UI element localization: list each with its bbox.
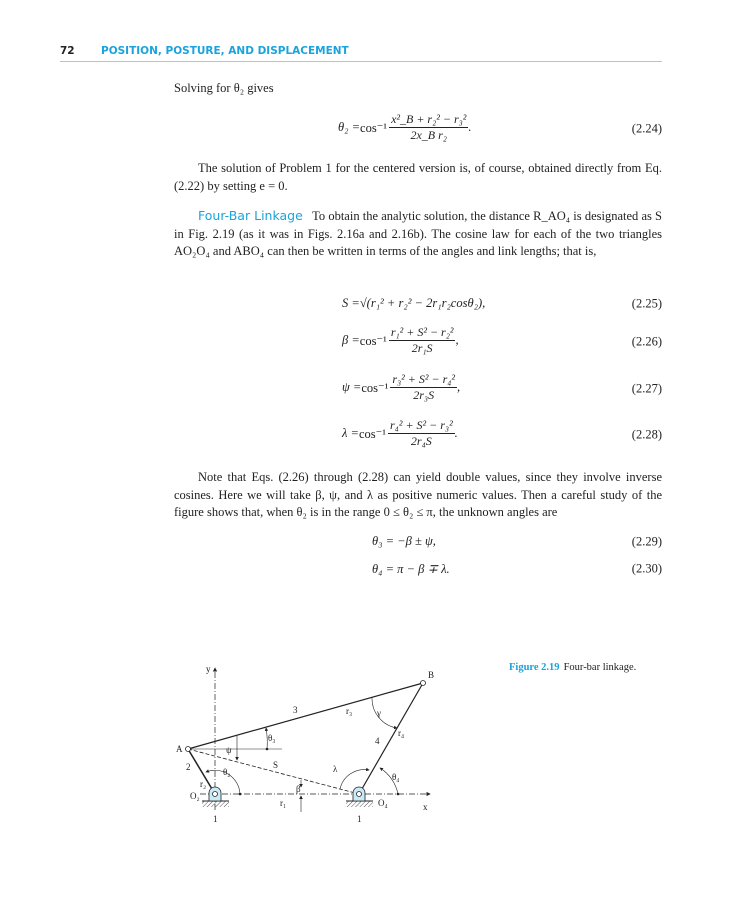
equation-2-30 (300, 559, 662, 579)
link-4 (359, 683, 423, 794)
page-number: 72 (60, 45, 75, 57)
eq-cos: cos⁻¹ (359, 333, 387, 348)
equation-number: (2.25) (631, 296, 662, 311)
equation-number: (2.27) (631, 381, 662, 396)
paragraph: Note that Eqs. (2.26) through (2.28) can yield double values, since they involve inverse cosines. Here we will take β, ψ, and λ as positive numeric values. Then a careful study of the figure shows that, when θ₂ is in the range 0 ≤ θ₂ ≤ π, the unknown angles are (174, 470, 662, 519)
equation-2-24 (300, 112, 662, 146)
joint-b (421, 681, 426, 686)
eq-numerator: r₃² + S² − r₄² (392, 372, 456, 386)
label-s: S (273, 760, 279, 770)
ground-pivot-o2 (202, 787, 229, 807)
label-b: B (428, 670, 435, 680)
eq-lhs: β = (342, 333, 360, 347)
eq-cos: cos⁻¹ (358, 426, 386, 441)
label-lambda: λ (333, 764, 338, 774)
label-y: y (206, 664, 211, 674)
equation-2-25 (300, 287, 662, 321)
ground-pivot-o4 (346, 787, 373, 807)
label-link-4: 4 (375, 736, 380, 746)
figure-caption-text: Four-bar linkage. (563, 662, 637, 673)
label-theta3: θ₃ (268, 733, 276, 743)
equation-number: (2.30) (631, 561, 662, 576)
paragraph: Solving for θ₂ gives (174, 81, 274, 95)
section-heading: Four-Bar Linkage (198, 208, 303, 223)
label-x: x (423, 802, 428, 812)
eq-cos: cos⁻¹ (360, 120, 388, 135)
label-link-2: 2 (186, 762, 191, 772)
header-rule (60, 61, 662, 62)
label-theta2: θ₂ (223, 767, 231, 777)
label-r2: r₂ (200, 779, 207, 789)
eq-punct: . (468, 120, 472, 134)
four-bar-linkage-figure (160, 650, 460, 830)
eq-numerator: x²_B + r₂² − r₃² (391, 112, 467, 126)
label-o2: O₂ (190, 791, 200, 801)
eq-denominator: 2r₁S (411, 341, 433, 355)
eq-body: θ₄ = π − β ∓ λ. (372, 562, 450, 576)
label-r3: r₃ (346, 706, 353, 716)
eq-punct: , (455, 333, 459, 347)
label-link-3: 3 (293, 705, 298, 715)
equation-number: (2.26) (631, 334, 662, 349)
label-beta: β (296, 784, 301, 794)
eq-lhs: S = (342, 296, 360, 310)
equation-2-26 (300, 325, 662, 359)
eq-denominator: 2r₃S (413, 388, 435, 402)
label-theta4: θ₄ (392, 772, 400, 782)
eq-lhs: θ₂ = (338, 120, 361, 134)
label-gamma: γ (377, 708, 381, 718)
eq-lhs: λ = (342, 426, 359, 440)
label-o4: O₄ (378, 798, 388, 808)
label-a: A (176, 744, 183, 754)
running-title: POSITION, POSTURE, AND DISPLACEMENT (101, 45, 349, 57)
equation-number: (2.24) (631, 121, 662, 136)
eq-body: θ₃ = −β ± ψ, (372, 534, 436, 548)
joint-a (186, 747, 191, 752)
link-3 (188, 683, 423, 749)
figure-caption (509, 662, 636, 673)
label-r4: r₄ (398, 728, 405, 738)
eq-numerator: r₁² + S² − r₂² (390, 325, 454, 339)
paragraph-four-bar (174, 207, 662, 261)
figure-label: Figure 2.19 (509, 662, 560, 673)
eq-denominator: 2r₄S (410, 434, 432, 448)
paragraph-text: To obtain the analytic solution, the distance R_AO₄ is designated as S in Fig. 2.19 (as it was in Figs. 2.16a and 2.16b). The cosine law for each of the two triangles AO₂O₄ and ABO₄ can then be written in terms of the angles and link lengths; that is, (174, 209, 662, 258)
eq-denominator: 2x_B r₂ (410, 128, 447, 142)
eq-lhs: ψ = (342, 380, 362, 394)
eq-numerator: r₄² + S² − r₃² (390, 418, 453, 432)
label-ground-1: 1 (213, 814, 218, 824)
equation-2-28 (300, 418, 662, 452)
eq-punct: . (454, 426, 458, 440)
equation-number: (2.29) (631, 534, 662, 549)
eq-body: √(r₁² + r₂² − 2r₁r₂cosθ₂), (359, 296, 486, 310)
equation-2-27 (300, 372, 662, 406)
eq-punct: , (457, 380, 461, 394)
equation-number: (2.28) (631, 427, 662, 442)
paragraph: The solution of Problem 1 for the centered version is, of course, obtained directly from Eq. (2.22) by setting e = 0. (174, 161, 662, 193)
eq-cos: cos⁻¹ (361, 380, 389, 395)
label-ground-1: 1 (357, 814, 362, 824)
label-psi: ψ (226, 745, 232, 755)
label-r1: r₁ (280, 798, 287, 808)
equation-2-29 (300, 532, 662, 552)
